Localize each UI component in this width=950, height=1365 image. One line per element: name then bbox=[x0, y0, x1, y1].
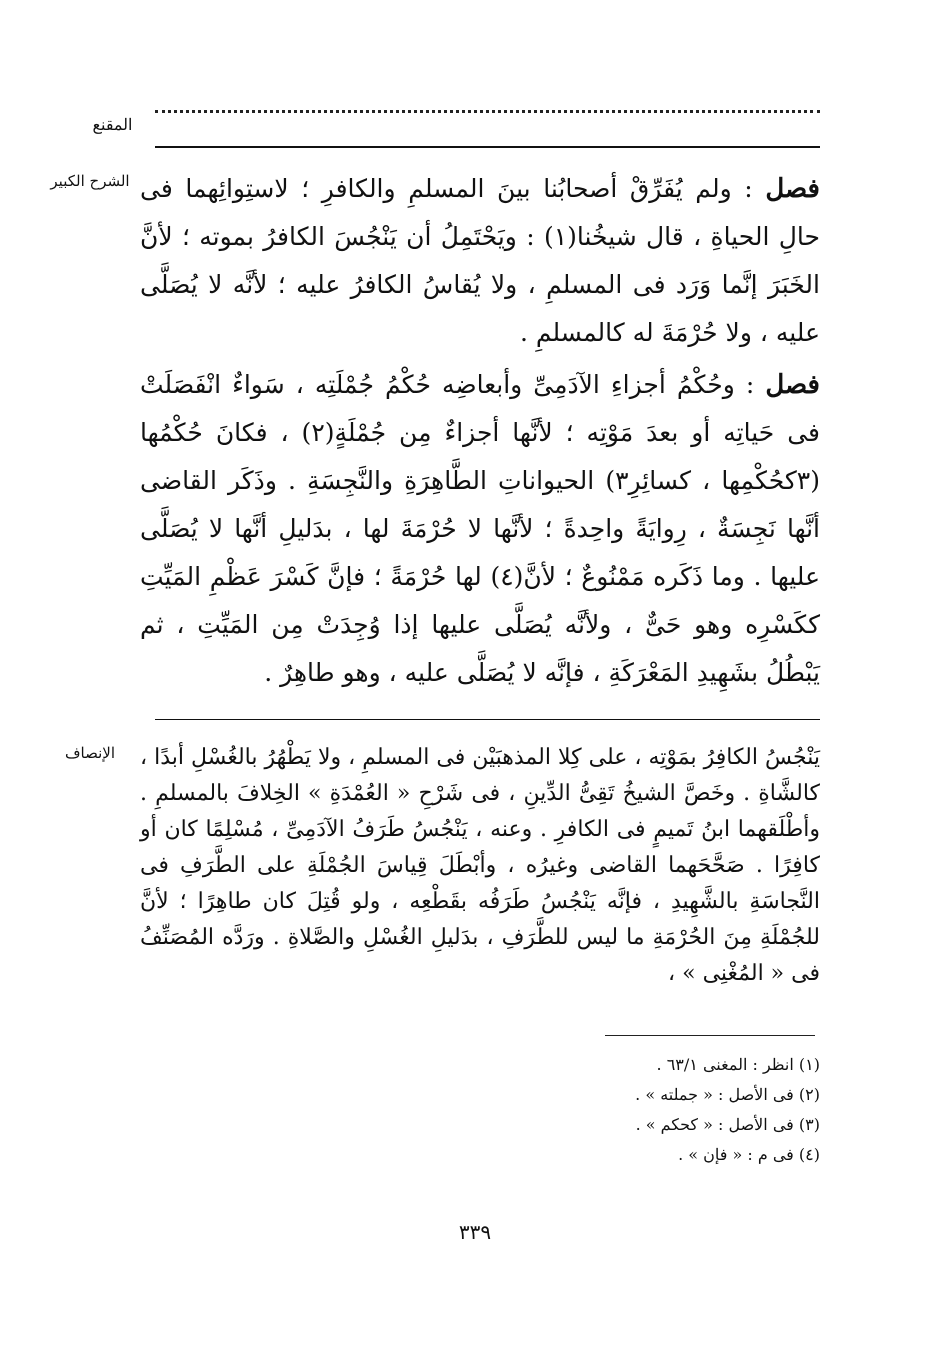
book-title: المقنع bbox=[92, 115, 133, 134]
insaf-text-block bbox=[140, 740, 820, 992]
paragraph-heading: فصل bbox=[765, 370, 820, 400]
paragraph-heading: فصل bbox=[765, 174, 820, 204]
sharh-section-label: الشرح الكبير bbox=[50, 172, 130, 190]
footnote-rule bbox=[605, 1035, 815, 1036]
insaf-section-label: الإنصاف bbox=[64, 744, 116, 762]
header-rule bbox=[155, 146, 820, 148]
footnote-2: (٢) فى الأصل : « جملته » . bbox=[635, 1085, 820, 1104]
footnote-4: (٤) فى م : « فإن » . bbox=[678, 1145, 820, 1164]
header-dotted-line bbox=[155, 110, 820, 113]
footnote-1: (١) انظر : المغنى ٦٣/١ . bbox=[656, 1055, 820, 1074]
section-divider bbox=[155, 719, 820, 720]
footnotes bbox=[360, 1050, 820, 1170]
insaf-paragraph: يَنْجُسُ الكافِرُ بمَوْتِه ، على كِلا المذهبَيْن فى المسلمِ ، ولا يَطْهُرُ بالغُسْلِ أبدًا ، كالشَّاةِ . وخَصَّ الشيخُ تَقِىُّ الدِّينِ ، فى شَرْحِ « العُمْدَةِ » الخِلافَ بالمسلمِ . وأطْلَقهما ابنُ تَميمٍ فى الكافرِ . وعنه ، يَنْجُسُ طَرَفُ الآدَمِىِّ ، مُسْلِمًا كان أو كافِرًا . صَحَّحَهما القاضى وغيرُه ، وأبْطَلَ قِياسَ الجُمْلَةِ على الطَّرَفِ فى النَّجاسَةِ بالشَّهِيدِ ، فإنَّه يَنْجُسُ طَرَفُه بقَطْعِه ، ولو قُتِلَ كان طاهِرًا ؛ لأنَّ للجُمْلَةِ مِنَ الحُرْمَةِ ما ليس للطَّرَفِ ، بدَليلِ الغُسْلِ والصَّلاةِ . ورَدَّه المُصَنِّفُ فى « المُغْنِى » ، bbox=[140, 745, 820, 986]
paragraph-body: : وحُكْمُ أجزاءِ الآدَمِىِّ وأبعاضِه حُكْمُ جُمْلَتِه ، سَواءٌ انْفَصَلَتْ فى حَياتِه أو بعدَ مَوْتِه ؛ لأنَّها أجزاءٌ مِن جُمْلَةٍ(٢) ، فكانَ حُكْمُها (٣كحُكْمِها ، كسائِرِ٣) الحيواناتِ الطَّاهِرَةِ والنَّجِسَةِ . وذَكَر القاضى أنَّها نَجِسَةٌ ، رِوايَةً واحِدةً ؛ لأنَّها لا حُرْمَةَ لها ، بدَليلِ أنَّها لا يُصَلَّى عليها . وما ذَكَره مَمْنُوعٌ ؛ لأنَّ(٤) لها حُرْمَةً ؛ فإنَّ كَسْرَ عَظْمِ المَيِّتِ ككَسْرِه وهو حَىٌّ ، ولأنَّه يُصَلَّى عليها إذا وُجِدَتْ مِن المَيِّتِ ، ثم يَبْطُلُ بشَهِيدِ المَعْرَكَةِ ، فإنَّه لا يُصَلَّى عليه ، وهو طاهِرٌ . bbox=[140, 370, 820, 687]
sharh-paragraph-1 bbox=[140, 165, 820, 357]
sharh-paragraph-2 bbox=[140, 361, 820, 697]
paragraph-body: : ولم يُفَرِّقْ أصحابُنا بينَ المسلمِ والكافرِ ؛ لاستِوائِهما فى حالِ الحياةِ ، قال شيخُنا(١) : ويَحْتَمِلُ أن يَنْجُسَ الكافرُ بموته ؛ لأنَّ الخَبَرَ إنَّما وَرَد فى المسلمِ ، ولا يُقاسُ الكافرُ عليه ؛ لأنَّه لا يُصَلَّى عليه ، ولا حُرْمَةَ له كالمسلمِ . bbox=[140, 174, 820, 347]
footnote-3: (٣) فى الأصل : « كحكم » . bbox=[635, 1115, 820, 1134]
sharh-text-block bbox=[140, 165, 820, 701]
page-number: ٣٣٩ bbox=[458, 1220, 492, 1244]
